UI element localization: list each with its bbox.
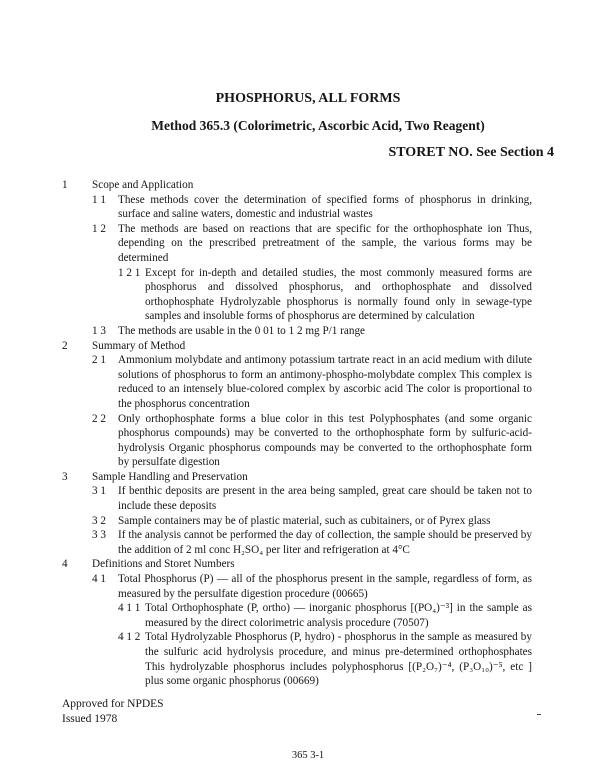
paragraph-text: These methods cover the determination of specified forms of phosphorus in drinking, surface and saline waters, domestic and industrial wastes <box>118 193 532 221</box>
storet-number: STORET NO. See Section 4 <box>388 145 554 160</box>
section-number: 4 1 2 <box>118 631 141 644</box>
paragraph-text: Definitions and Storet Numbers <box>92 558 235 571</box>
section-heading <box>62 470 532 485</box>
section-number: 1 2 <box>92 222 106 235</box>
section-number: 4 1 1 <box>118 602 141 615</box>
section-number: 4 <box>62 558 68 571</box>
section-paragraph <box>62 630 532 688</box>
section-number: 3 2 <box>92 514 106 527</box>
paragraph-text: If the analysis cannot be performed the day of collection, the sample should be preserved by the addition of 2 ml conc H₂SO₄ per liter and refrigeration at 4°C <box>118 529 532 556</box>
section-paragraph <box>62 324 532 339</box>
paragraph-text: Sample containers may be of plastic material, such as cubitainers, or of Pyrex glass <box>118 514 491 527</box>
paragraph-text: The methods are based on reactions that are specific for the orthophosphate ion Thus, depending on the prescribed pretreatment of the sample, the various forms may be determined <box>118 222 532 264</box>
stray-mark <box>537 714 541 715</box>
paragraph-text: Total Orthophosphate (P, ortho) — inorganic phosphorus [(PO₄)⁻³] in the sample as measured by the direct colorimetric analysis procedure (70507) <box>145 602 532 629</box>
section-number: 1 1 <box>92 193 106 206</box>
footer-note <box>62 697 164 727</box>
document-body <box>62 178 532 689</box>
section-number: 3 1 <box>92 485 106 498</box>
paragraph-text: Sample Handling and Preservation <box>92 470 248 483</box>
paragraph-text: Only orthophosphate forms a blue color in this test Polyphosphates (and some organic phosphorus compounds) may be converted to the orthophosphate form by sulfuric-acid-hydrolysis Organic phosphorus compounds may be converted to the orthophosphate form by persulfate digestion <box>118 412 532 469</box>
paragraph-text: Except for in-depth and detailed studies, the most commonly measured forms are phosphorus and dissolved phosphorus, and orthophosphate and dissolved orthophosphate Hydrolyzable phosphorus is normally found only in sewage-type samples and insoluble forms of phosphorus are determined by calculation <box>145 266 532 323</box>
section-number: 1 3 <box>92 324 106 337</box>
paragraph-text: Ammonium molybdate and antimony potassium tartrate react in an acid medium with dilute solutions of phosphorus to form an antimony-phospho-molybdate complex This complex is reduced to an intensely blue-colored complex by ascorbic acid The color is proportional to the phosphorus concentration <box>118 354 532 410</box>
section-heading <box>62 178 532 193</box>
section-paragraph <box>62 412 532 470</box>
section-paragraph <box>62 601 532 630</box>
page-number: 365 3-1 <box>291 750 325 761</box>
section-number: 1 <box>62 179 68 191</box>
section-paragraph <box>62 484 532 513</box>
section-number: 2 2 <box>92 412 106 425</box>
document-title: PHOSPHORUS, ALL FORMS <box>215 91 401 106</box>
section-paragraph <box>62 222 532 266</box>
section-number: 3 <box>62 470 68 483</box>
section-paragraph <box>62 353 532 411</box>
paragraph-text: Scope and Application <box>92 179 194 191</box>
method-subtitle: Method 365.3 (Colorimetric, Ascorbic Acid, Two Reagent) <box>151 118 485 133</box>
paragraph-text: Summary of Method <box>92 339 186 352</box>
section-heading <box>62 339 532 354</box>
section-paragraph <box>62 193 532 222</box>
section-number: 1 2 1 <box>118 266 141 279</box>
paragraph-text: If benthic deposits are present in the area being sampled, great care should be taken not to include these deposits <box>118 485 532 513</box>
section-paragraph <box>62 528 532 557</box>
section-number: 2 1 <box>92 354 106 367</box>
section-paragraph <box>62 514 532 529</box>
section-number: 3 3 <box>92 529 106 542</box>
section-heading <box>62 557 532 572</box>
section-number: 4 1 <box>92 573 106 586</box>
section-paragraph <box>62 266 532 324</box>
paragraph-text: The methods are usable in the 0 01 to 1 2 mg P/1 range <box>118 324 366 337</box>
paragraph-text: Total Phosphorus (P) — all of the phosphorus present in the sample, regardless of form, as measured by the persulfate digestion procedure (00665) <box>118 573 532 600</box>
section-paragraph <box>62 572 532 601</box>
approved-text: Approved for NPDES <box>62 698 164 710</box>
paragraph-text: Total Hydrolyzable Phosphorus (P, hydro) - phosphorus in the sample as measured by the sulfuric acid hydrolysis procedure, and minus pre-determined orthophosphates This hydrolyzable phosphorus includes polyphosphorus [(P₂O₇)⁻⁴, (P₃O₁₀)⁻⁵, etc ] plus some organic phosphorus (00669) <box>145 631 532 688</box>
issued-text: Issued 1978 <box>62 713 118 725</box>
section-number: 2 <box>62 339 68 352</box>
